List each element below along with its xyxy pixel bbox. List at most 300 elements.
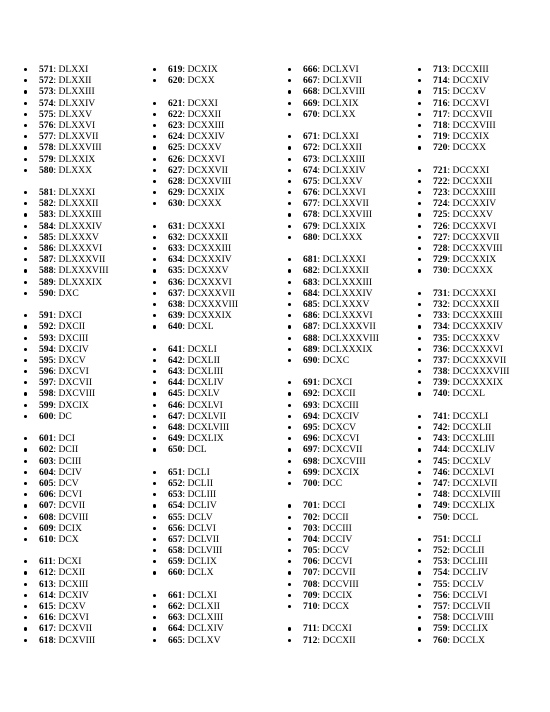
roman-numeral: DCXIV — [58, 589, 89, 601]
list-item — [153, 433, 281, 444]
arabic-number: 701 — [303, 500, 318, 512]
arabic-number: 674 — [303, 164, 318, 176]
bullet-icon — [418, 79, 421, 82]
bullet-icon — [288, 169, 291, 172]
arabic-number: 659 — [168, 556, 183, 568]
roman-numeral: DCIX — [58, 522, 82, 534]
roman-numeral: DCCIV — [322, 533, 353, 545]
arabic-number: 719 — [433, 131, 448, 143]
bullet-icon — [24, 113, 27, 116]
separator: : — [182, 634, 188, 646]
arabic-number: 605 — [39, 477, 54, 489]
separator: : — [52, 556, 58, 568]
roman-numeral: DCII — [58, 444, 79, 456]
roman-numeral: DCXLII — [187, 354, 220, 366]
list-item — [418, 310, 546, 321]
roman-numeral: DLXXXI — [58, 187, 96, 199]
arabic-number: 656 — [168, 522, 183, 534]
separator: : — [53, 623, 59, 635]
list-item — [153, 98, 281, 109]
separator: : — [447, 388, 453, 400]
list-item — [24, 612, 152, 623]
list-item — [288, 601, 416, 612]
separator: : — [317, 354, 323, 366]
list-item — [24, 567, 152, 578]
roman-numeral: DCCXXXVIII — [452, 366, 510, 378]
separator: : — [447, 220, 453, 232]
bullet-icon — [418, 68, 421, 71]
roman-numeral: DCCLI — [452, 533, 482, 545]
arabic-number: 619 — [168, 64, 183, 75]
bullet-icon — [24, 583, 27, 586]
separator: : — [53, 511, 59, 523]
roman-numeral: DCXCII — [322, 388, 356, 400]
arabic-number: 587 — [39, 254, 54, 266]
arabic-number: 652 — [168, 477, 183, 489]
bullet-icon — [153, 392, 156, 395]
list-item — [288, 232, 416, 243]
separator: : — [447, 477, 453, 489]
arabic-number: 737 — [433, 354, 448, 366]
roman-numeral: DCCXXXIV — [452, 321, 504, 333]
bullet-icon — [418, 426, 421, 429]
arabic-number: 664 — [168, 623, 183, 635]
list-item — [24, 277, 152, 288]
bullet-icon — [153, 180, 156, 183]
bullet-icon — [288, 191, 291, 194]
bullet-icon — [24, 381, 27, 384]
arabic-number: 626 — [168, 153, 183, 165]
separator: : — [182, 164, 188, 176]
separator: : — [182, 601, 188, 612]
bullet-icon — [153, 135, 156, 138]
list-item — [24, 265, 152, 276]
list-item — [24, 601, 152, 612]
list-item — [24, 64, 152, 75]
roman-numeral: DCCXLVI — [452, 466, 495, 478]
separator: : — [447, 131, 453, 143]
list-item — [418, 165, 546, 176]
list-item — [24, 444, 152, 455]
roman-numeral: DCCLII — [452, 545, 485, 557]
bullet-icon — [153, 236, 156, 239]
roman-numeral: DCLV — [187, 511, 213, 523]
list-item — [153, 299, 281, 310]
bullet-icon — [24, 202, 27, 205]
roman-numeral: DCI — [58, 433, 75, 445]
list-item — [288, 579, 416, 590]
bullet-icon — [153, 527, 156, 530]
arabic-number: 575 — [39, 108, 54, 120]
bullet-icon — [24, 616, 27, 619]
list-item — [418, 534, 546, 545]
arabic-number: 657 — [168, 533, 183, 545]
separator: : — [317, 265, 323, 277]
list-item — [418, 131, 546, 142]
bullet-icon — [153, 381, 156, 384]
roman-numeral: DCXVII — [58, 623, 93, 635]
list-item — [153, 254, 281, 265]
arabic-number: 610 — [39, 533, 54, 545]
list-item — [153, 523, 281, 534]
separator: : — [317, 455, 323, 467]
roman-numeral: DXCVII — [58, 377, 93, 389]
list-item — [24, 456, 152, 467]
roman-numeral: DCCLVI — [452, 589, 488, 601]
list-item — [24, 512, 152, 523]
list-item — [288, 500, 416, 511]
list-item — [418, 333, 546, 344]
list-item — [418, 243, 546, 254]
bullet-icon — [24, 437, 27, 440]
list-item — [153, 534, 281, 545]
roman-numeral: DLXXIX — [58, 153, 96, 165]
roman-numeral: DCCXXXIX — [452, 377, 504, 389]
arabic-number: 669 — [303, 97, 318, 109]
separator: : — [182, 533, 188, 545]
bullet-icon — [288, 68, 291, 71]
bullet-icon — [418, 370, 421, 373]
roman-numeral: DCCLIV — [452, 567, 489, 579]
separator: : — [317, 298, 323, 310]
bullet-icon — [288, 627, 291, 630]
numeral-group — [288, 623, 416, 645]
arabic-number: 598 — [39, 388, 54, 400]
bullet-icon — [24, 359, 27, 362]
numeral-group — [24, 433, 152, 545]
roman-numeral: DCXCIX — [322, 466, 360, 478]
roman-numeral: DLXXXV — [58, 231, 99, 243]
numeral-group — [153, 590, 281, 646]
roman-numeral: DCLXIV — [187, 623, 224, 635]
separator: : — [182, 131, 188, 143]
list-item — [288, 456, 416, 467]
bullet-icon — [153, 560, 156, 563]
arabic-number: 667 — [303, 75, 318, 87]
list-item — [24, 131, 152, 142]
separator: : — [53, 187, 59, 199]
separator: : — [53, 164, 59, 176]
list-item — [153, 388, 281, 399]
roman-numeral: DLXXXII — [58, 198, 99, 210]
roman-numeral: DCLI — [187, 466, 210, 478]
roman-numeral: DCLIV — [187, 500, 217, 512]
arabic-number: 653 — [168, 489, 183, 501]
roman-numeral: DCXLV — [187, 388, 220, 400]
roman-numeral: DCCXXV — [452, 209, 493, 221]
numeral-group — [24, 556, 152, 646]
list-item — [288, 288, 416, 299]
separator: : — [53, 500, 59, 512]
bullet-icon — [24, 527, 27, 530]
list-item — [288, 478, 416, 489]
bullet-icon — [288, 471, 291, 474]
list-item — [24, 355, 152, 366]
arabic-number: 696 — [303, 433, 318, 445]
separator: : — [447, 556, 453, 568]
separator: : — [447, 254, 453, 266]
list-item — [288, 165, 416, 176]
bullet-icon — [288, 213, 291, 216]
separator: : — [53, 75, 59, 87]
roman-numeral: DCXXIX — [187, 187, 225, 199]
list-item — [153, 422, 281, 433]
list-item — [418, 366, 546, 377]
bullet-icon — [418, 571, 421, 574]
bullet-icon — [153, 437, 156, 440]
separator: : — [53, 310, 59, 322]
separator: : — [447, 612, 453, 624]
list-item — [153, 489, 281, 500]
arabic-number: 613 — [39, 578, 54, 590]
arabic-number: 650 — [168, 444, 183, 456]
separator: : — [53, 231, 59, 243]
list-item — [24, 623, 152, 634]
list-item — [153, 400, 281, 411]
arabic-number: 715 — [433, 86, 448, 98]
bullet-icon — [418, 180, 421, 183]
roman-numeral: DLXXXIII — [58, 209, 102, 221]
separator: : — [53, 220, 59, 232]
bullet-icon — [288, 381, 291, 384]
roman-numeral: DCXXXI — [187, 220, 225, 232]
arabic-number: 713 — [433, 64, 448, 75]
list-item — [153, 265, 281, 276]
arabic-number: 757 — [433, 601, 448, 612]
arabic-number: 720 — [433, 142, 448, 154]
separator: : — [447, 287, 453, 299]
separator: : — [182, 556, 188, 568]
arabic-number: 732 — [433, 298, 448, 310]
arabic-number: 716 — [433, 97, 448, 109]
roman-numeral: DCCXXXVI — [452, 343, 504, 355]
roman-numeral: DCLXXXV — [322, 298, 370, 310]
roman-numeral: DCCXXIX — [452, 254, 497, 266]
roman-numeral: DXCI — [58, 310, 82, 322]
separator: : — [317, 634, 323, 646]
separator: : — [182, 366, 188, 378]
arabic-number: 614 — [39, 589, 54, 601]
arabic-number: 730 — [433, 265, 448, 277]
separator: : — [182, 231, 188, 243]
separator: : — [53, 444, 59, 456]
roman-numeral: DCLXXXVII — [322, 321, 376, 333]
bullet-icon — [288, 571, 291, 574]
separator: : — [53, 198, 59, 210]
arabic-number: 618 — [39, 634, 54, 646]
arabic-number: 660 — [168, 567, 183, 579]
separator: : — [53, 377, 59, 389]
arabic-number: 608 — [39, 511, 54, 523]
list-item — [153, 64, 281, 75]
list-item — [153, 500, 281, 511]
roman-numeral: DCLXXXII — [322, 265, 369, 277]
arabic-number: 711 — [303, 623, 317, 635]
roman-numeral: DCXX — [187, 75, 215, 87]
list-item — [418, 444, 546, 455]
roman-numeral: DCC — [322, 477, 343, 489]
numeral-column-3 — [288, 64, 416, 657]
separator: : — [447, 623, 453, 635]
arabic-number: 755 — [433, 578, 448, 590]
separator: : — [447, 578, 453, 590]
bullet-icon — [418, 303, 421, 306]
roman-numeral: DCLXVIII — [322, 86, 366, 98]
arabic-number: 703 — [303, 522, 318, 534]
separator: : — [317, 444, 323, 456]
arabic-number: 582 — [39, 198, 54, 210]
separator: : — [317, 287, 323, 299]
list-item — [288, 299, 416, 310]
arabic-number: 633 — [168, 243, 183, 254]
bullet-icon — [153, 79, 156, 82]
arabic-number: 648 — [168, 422, 183, 433]
list-item — [288, 98, 416, 109]
list-item — [288, 433, 416, 444]
roman-numeral: DCLXIII — [187, 612, 224, 624]
roman-numeral: DCXXXIII — [187, 243, 232, 254]
bullet-icon — [24, 258, 27, 261]
bullet-icon — [418, 504, 421, 507]
arabic-number: 585 — [39, 231, 54, 243]
arabic-number: 658 — [168, 545, 183, 557]
separator: : — [53, 601, 59, 612]
list-item — [153, 545, 281, 556]
arabic-number: 694 — [303, 410, 318, 422]
arabic-number: 687 — [303, 321, 318, 333]
separator: : — [447, 332, 453, 344]
list-item — [288, 333, 416, 344]
bullet-icon — [153, 124, 156, 127]
numeral-group — [418, 411, 546, 523]
arabic-number: 576 — [39, 119, 54, 131]
arabic-number: 708 — [303, 578, 318, 590]
bullet-icon — [288, 460, 291, 463]
roman-numeral: DCXCV — [322, 422, 357, 433]
list-item — [153, 187, 281, 198]
separator: : — [182, 321, 188, 333]
bullet-icon — [418, 169, 421, 172]
list-item — [153, 310, 281, 321]
separator: : — [317, 131, 323, 143]
roman-numeral: DCXCI — [322, 377, 353, 389]
roman-numeral: DLXXI — [58, 64, 89, 75]
roman-numeral: DXCIX — [58, 399, 89, 411]
bullet-icon — [24, 292, 27, 295]
arabic-number: 695 — [303, 422, 318, 433]
arabic-number: 616 — [39, 612, 54, 624]
arabic-number: 624 — [168, 131, 183, 143]
separator: : — [317, 601, 323, 612]
separator: : — [317, 422, 323, 433]
arabic-number: 572 — [39, 75, 54, 87]
roman-numeral: DCLXII — [187, 601, 220, 612]
roman-numeral: DCCXVIII — [452, 119, 496, 131]
separator: : — [182, 466, 188, 478]
list-item — [153, 411, 281, 422]
roman-numeral: DCCXXVI — [452, 220, 497, 232]
arabic-number: 726 — [433, 220, 448, 232]
roman-numeral: DCCL — [452, 511, 479, 523]
separator: : — [317, 276, 323, 288]
arabic-number: 634 — [168, 254, 183, 266]
roman-numeral: DCXXXIV — [187, 254, 232, 266]
roman-numeral: DLXXX — [58, 164, 93, 176]
separator: : — [316, 623, 322, 635]
roman-numeral: DCCLX — [452, 634, 485, 646]
list-item — [24, 579, 152, 590]
roman-numeral: DCCLV — [452, 578, 485, 590]
separator: : — [53, 287, 59, 299]
list-item — [418, 98, 546, 109]
roman-numeral: DCCV — [322, 545, 350, 557]
roman-numeral: DCVII — [58, 500, 86, 512]
numeral-group — [418, 64, 546, 154]
list-item — [24, 75, 152, 86]
separator: : — [317, 209, 323, 221]
bullet-icon — [418, 392, 421, 395]
separator: : — [317, 332, 323, 344]
separator: : — [317, 511, 323, 523]
bullet-icon — [24, 516, 27, 519]
roman-numeral: DCXI — [57, 556, 82, 568]
separator: : — [182, 119, 188, 131]
arabic-number: 573 — [39, 86, 54, 98]
numeral-group — [24, 64, 152, 176]
bullet-icon — [288, 359, 291, 362]
roman-numeral: DLXXXVIII — [58, 265, 109, 277]
arabic-number: 581 — [39, 187, 54, 199]
arabic-number: 689 — [303, 343, 318, 355]
list-item — [418, 120, 546, 131]
separator: : — [317, 86, 323, 98]
bullet-icon — [24, 158, 27, 161]
separator: : — [182, 422, 188, 433]
separator: : — [447, 198, 453, 210]
bullet-icon — [153, 269, 156, 272]
bullet-icon — [288, 560, 291, 563]
roman-numeral: DCCXXXII — [452, 298, 500, 310]
separator: : — [447, 187, 453, 199]
roman-numeral: DCXII — [58, 567, 86, 579]
separator: : — [53, 522, 59, 534]
arabic-number: 728 — [433, 243, 448, 254]
arabic-number: 684 — [303, 287, 318, 299]
roman-numeral: DCLVI — [187, 522, 216, 534]
arabic-number: 691 — [303, 377, 318, 389]
bullet-icon — [24, 460, 27, 463]
arabic-number: 750 — [433, 511, 448, 523]
bullet-icon — [153, 102, 156, 105]
bullet-icon — [418, 460, 421, 463]
bullet-icon — [288, 415, 291, 418]
roman-numeral: DCXC — [322, 354, 350, 366]
arabic-number: 641 — [168, 343, 183, 355]
arabic-number: 707 — [303, 567, 318, 579]
list-item — [24, 523, 152, 534]
roman-numeral: DCLXXXVI — [322, 310, 373, 322]
separator: : — [447, 75, 453, 87]
arabic-number: 685 — [303, 298, 318, 310]
roman-numeral: DCCXXXV — [452, 332, 500, 344]
roman-numeral: DCXXXVIII — [187, 298, 239, 310]
separator: : — [53, 108, 59, 120]
separator: : — [447, 634, 453, 646]
bullet-icon — [24, 191, 27, 194]
bullet-icon — [288, 180, 291, 183]
bullet-icon — [153, 113, 156, 116]
arabic-number: 654 — [168, 500, 183, 512]
